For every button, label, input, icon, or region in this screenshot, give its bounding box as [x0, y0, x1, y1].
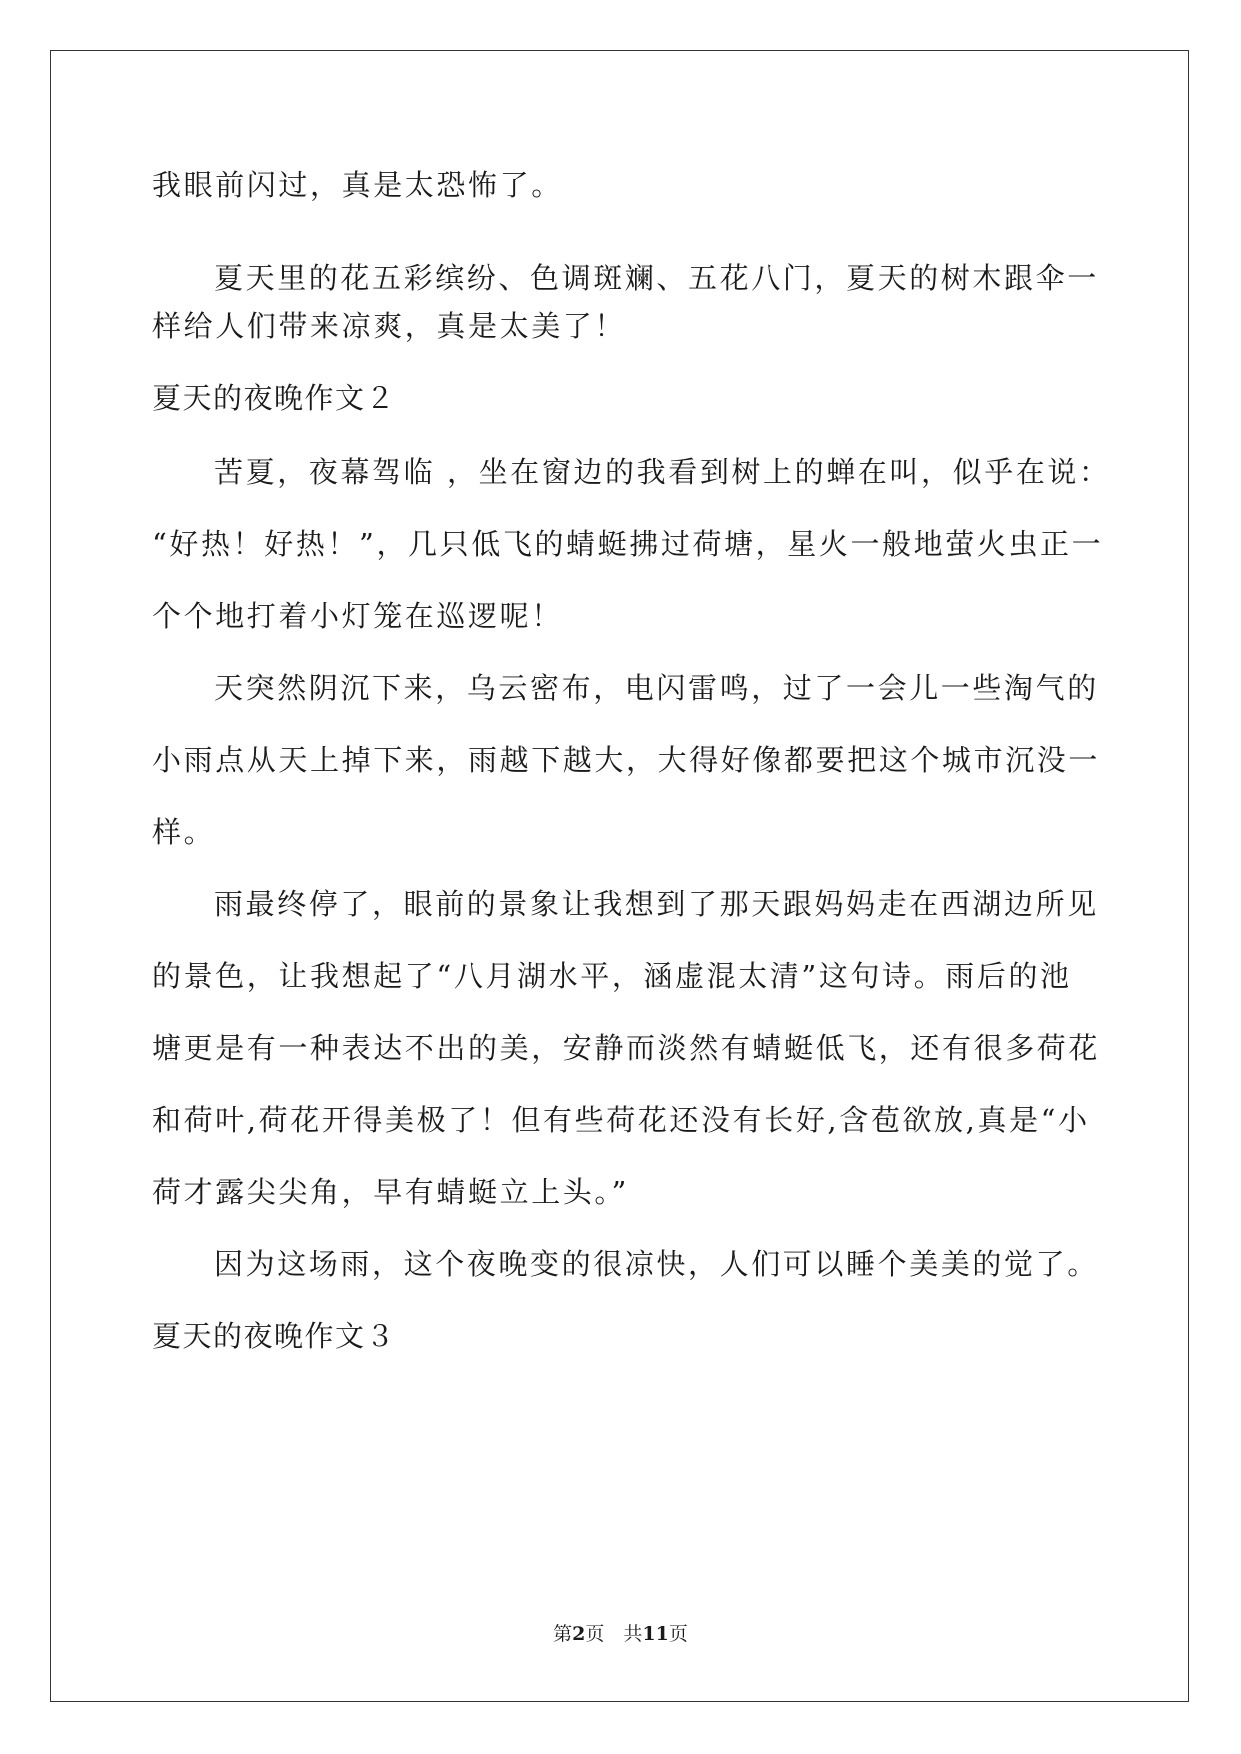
- text-line-2: 夏天里的花五彩缤纷、色调斑斓、五花八门，夏天的树木跟伞一: [214, 261, 1099, 295]
- text-line-6: “好热！好热！”，几只低飞的蜻蜓拂过荷塘，星火一般地萤火虫正一: [152, 527, 1104, 561]
- text-line-14: 和荷叶,荷花开得美极了！但有些荷花还没有长好,含苞欲放,真是“小: [152, 1103, 1090, 1137]
- text-line-3: 样给人们带来凉爽，真是太美了！: [152, 309, 627, 343]
- footer-middle: 页 共: [585, 1623, 643, 1645]
- page-footer: [0, 1622, 1241, 1646]
- text-line-9: 小雨点从天上掉下来，雨越下越大，大得好像都要把这个城市沉没一: [152, 743, 1101, 777]
- text-line-12: 的景色，让我想起了“八月湖水平，涵虚混太清”这句诗。雨后的池: [152, 959, 1072, 993]
- total-pages-number: 11: [642, 1623, 669, 1645]
- footer-prefix: 第: [553, 1623, 573, 1645]
- section-heading-2: 夏天的夜晚作文２: [152, 381, 397, 415]
- text-line-16: 因为这场雨，这个夜晚变的很凉快，人们可以睡个美美的觉了。: [214, 1247, 1099, 1281]
- text-line-11: 雨最终停了，眼前的景象让我想到了那天跟妈妈走在西湖边所见: [214, 887, 1099, 921]
- text-line-7: 个个地打着小灯笼在巡逻呢！: [152, 599, 563, 633]
- text-line-5: 苦夏，夜幕驾临 ，坐在窗边的我看到树上的蝉在叫，似乎在说：: [214, 455, 1111, 489]
- text-line-8: 天突然阴沉下来，乌云密布，电闪雷鸣，过了一会儿一些淘气的: [214, 671, 1099, 705]
- text-line-1: 我眼前闪过，真是太恐怖了。: [152, 168, 563, 202]
- text-line-13: 塘更是有一种表达不出的美，安静而淡然有蜻蜓低飞，还有很多荷花: [152, 1031, 1101, 1065]
- section-heading-3: 夏天的夜晚作文３: [152, 1319, 397, 1353]
- footer-suffix: 页: [668, 1623, 688, 1645]
- text-line-15: 荷才露尖尖角，早有蜻蜓立上头。”: [152, 1175, 629, 1209]
- text-line-10: 样。: [152, 815, 216, 849]
- current-page-number: 2: [572, 1623, 586, 1645]
